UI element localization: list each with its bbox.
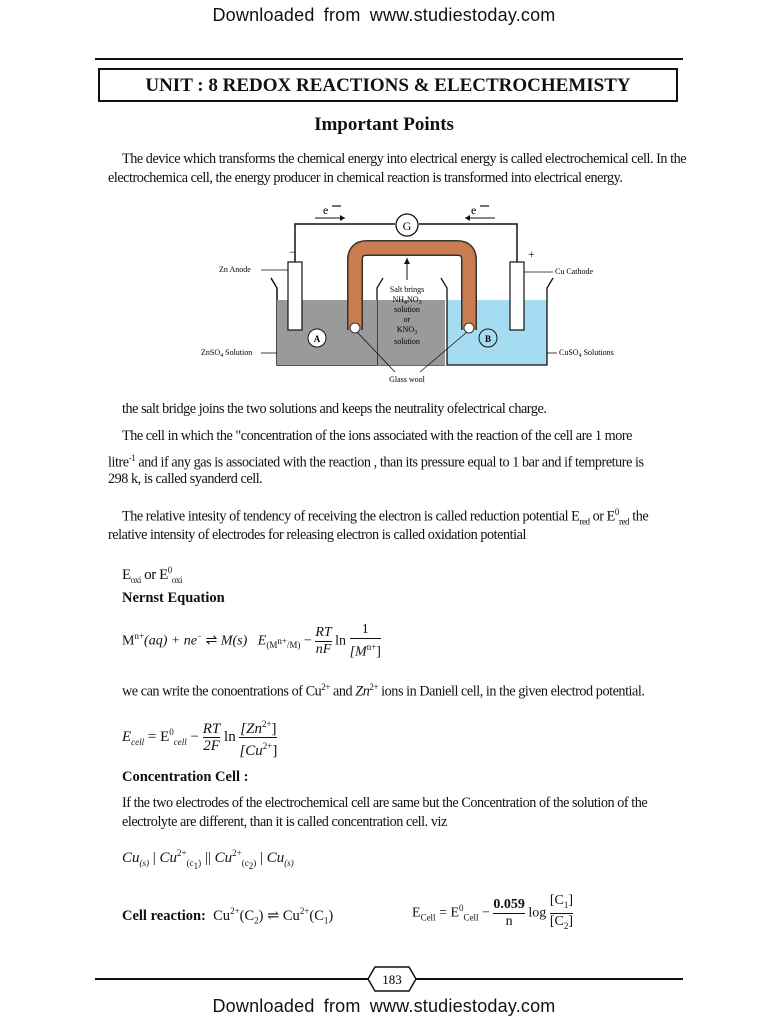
galvanometer-label: G [402,219,412,233]
concentration-cell-heading: Concentration Cell : [122,769,249,785]
potential-line-1: The relative intesity of tendency of receiving the electron is called reduction potential $E_{red}$ or $E^0_{red}$ the [122,507,649,527]
emf-conc-fraction: $\frac{[C_1]}{[C_2]}$ [549,893,573,931]
page-number: 183 [382,972,402,987]
cu-cathode-label: Cu Cathode [555,267,593,276]
salt-bridge-text-6: solution [394,337,420,346]
daniell-paragraph: we can write the conoentrations of $Cu^{2+}$ and $Zn^{2+}$ ions in Daniell cell, in the given electrod potential. [122,682,645,700]
znso4-label: ZnSO$_4$ Solution [201,348,253,359]
page-header: Downloaded from www.studiestoday.com [212,5,556,25]
section-subtitle: Important Points [314,114,454,135]
electrochemical-cell-diagram [195,200,625,390]
glass-wool-right [464,323,474,333]
concentration-cell-paragraph: If the two electrodes of the electrochemical cell are same but the Concentration of the solution of the electrolyte are different, than it is called concentration cell. viz [122,795,648,830]
salt-bridge-text-1: Salt brings [389,285,425,294]
salt-bridge-pointer-head [404,258,410,264]
nernst-heading: Nernst Equation [122,590,225,606]
electron-left-label: e [323,203,329,217]
page-footer: Downloaded from www.studiestoday.com [212,996,556,1016]
ecell-equation: $E_{cell} = E^0_{cell}$ − $\frac{RT}{2F}$ ln $\frac{[Zn^{2+}]}{[Cu^{2+}]}$ [122,716,277,759]
standard-cell-line-1: The cell in which the "concentration of the ions associated with the reaction of the cell are 1 more [122,428,632,444]
zn-electrode [288,262,302,330]
glass-wool-left [350,323,360,333]
intro-paragraph [108,150,698,188]
salt-bridge-text-4: or [403,315,411,324]
header-rule [95,58,683,60]
nernst-equation: $M^{n+}(aq) + ne^-$ ⇌ M(s) $E_{(M^{n+}/M)}$ − $\frac{RT}{nF}$ ln $\frac{1}{[M^{n+}]}$ [122,622,381,660]
unit-title: UNIT : 8 REDOX REACTIONS & ELECTROCHEMISTY [98,68,678,102]
label-a: A [313,334,321,344]
electron-left-arrowhead [340,215,345,221]
cell-reaction: Cell reaction: $Cu^{2+}(C_2)$ ⇌ $Cu^{2+}(C_1)$ [122,906,334,926]
cell-notation: $Cu_{(s)}$ | $Cu^{2+}_{(c_1)}$ || $Cu^{2+}_{(c_2)}$ | $Cu_{(s)}$ [122,848,294,871]
concentration-cell-emf: $E_{Cell} = E^0_{Cell}$ − $\frac{0.059}{n}$ log $\frac{[C_1]}{[C_2]}$ [412,893,573,934]
label-b: B [484,334,492,344]
emf-fraction: $\frac{0.059}{n}$ [493,896,525,929]
salt-bridge-paragraph: the salt bridge joins the two solutions and keeps the neutrality ofelectrical charge. [122,401,547,417]
anode-sign: − [289,245,296,259]
standard-cell-line-3: 298 k, is called syanderd cell. [108,471,263,487]
ecell-conc-fraction: $\frac{[Zn^{2+}]}{[Cu^{2+}]}$ [239,716,277,759]
salt-bridge-text-3: solution [394,305,420,314]
nernst-conc-fraction: $\frac{1}{[M^{n+}]}$ [349,622,381,660]
ecell-rt-fraction: $\frac{RT}{2F}$ [202,721,221,754]
nernst-rt-fraction: $\frac{RT}{nF}$ [315,624,332,657]
intro-text: The device which transforms the chemical energy into electrical energy is called electrochemical cell. In the electrochemica cell, the energy producer in chemical reaction is transformed into electrical energy. [108,151,687,186]
page-number-badge [367,966,417,992]
cathode-sign: + [528,247,535,261]
zn-anode-label: Zn Anode [219,265,251,274]
electron-right-arrowhead [465,215,470,221]
cu-electrode [510,262,524,330]
salt-bridge-text-5: $KNO_3$ [396,325,418,336]
salt-bridge-text-2: $NH_4NO_3$ [392,295,422,306]
glass-wool-label: Glass wool [389,375,425,384]
standard-cell-line-2: litre$^{-1}$ and if any gas is associated with the reaction , than its pressure equal to 1 bar and if tempreture is [108,453,644,471]
electron-right-label: e [471,203,477,217]
cuso4-label: CuSO$_4$ Solutions [559,348,614,359]
potential-line-2: relative intensity of electrodes for releasing electron is called oxidation potential [108,527,526,543]
oxidation-potential-symbol: $E_{oxi}$ or $E^0_{oxi}$ [122,565,183,585]
